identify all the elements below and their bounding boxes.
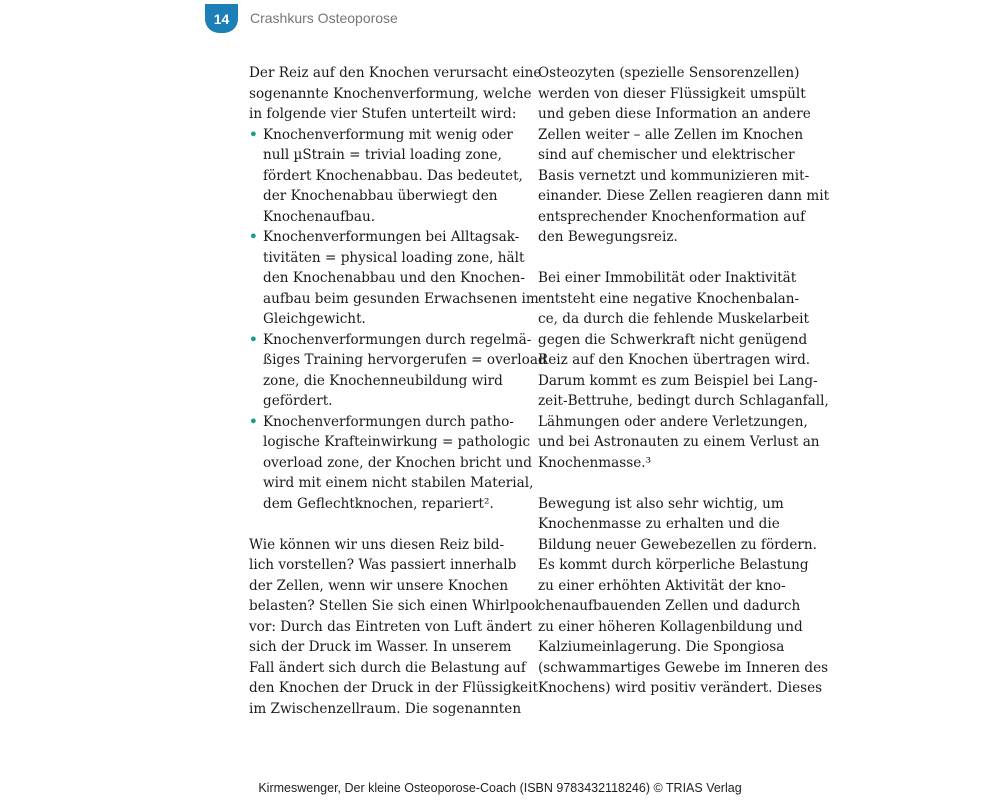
text-line: ce, da durch die fehlende Muskelarbeit	[538, 311, 809, 327]
text-line: zu einer erhöhten Aktivität der kno-	[538, 577, 786, 594]
text-line: • Knochenverformungen durch regelmä-	[249, 330, 514, 351]
text-line: wird mit einem nicht stabilen Material,	[263, 475, 534, 491]
text-line: Bei einer Immobilität oder Inaktivität	[538, 270, 797, 286]
text-line: den Bewegungsreiz.	[538, 229, 678, 245]
bullet-list	[249, 125, 547, 515]
text-line: gefördert.	[263, 393, 333, 409]
text-line: zeit-Bettruhe, bedingt durch Schlaganfall,	[538, 393, 829, 409]
text-line: Der Reiz auf den Knochen verursacht eine	[249, 65, 542, 81]
text-line: Wie können wir uns diesen Reiz bild-	[249, 536, 505, 553]
text-line: fördert Knochenabbau. Das bedeutet,	[263, 167, 523, 184]
text-line: im Zwischenzellraum. Die sogenannten	[249, 700, 522, 717]
text-line: Bildung neuer Gewebezellen zu fördern.	[538, 536, 817, 553]
text-line: tivitäten = physical loading zone, hält	[263, 249, 525, 266]
text-line: Knochenaufbau.	[263, 208, 376, 225]
text-line: • Knochenverformungen durch patho-	[249, 412, 514, 433]
text-line: logische Krafteinwirkung = pathologic	[263, 434, 531, 450]
text-line: chenaufbauenden Zellen und dadurch	[538, 598, 801, 614]
text-line: Gleichgewicht.	[263, 311, 366, 327]
text-line: der Zellen, wenn wir unsere Knochen	[249, 577, 509, 594]
text-line: Basis vernetzt und kommunizieren mit-	[538, 167, 810, 184]
text-line: den Knochenabbau und den Knochen-	[263, 270, 525, 286]
text-line: werden von dieser Flüssigkeit umspült	[538, 85, 806, 102]
text-line: Lähmungen oder andere Verletzungen,	[538, 413, 808, 430]
text-line: gegen die Schwerkraft nicht genügend	[538, 331, 808, 348]
text-line: aufbau beim gesunden Erwachsenen im	[263, 290, 539, 307]
running-header-title: Crashkurs Osteoporose	[250, 10, 398, 26]
text-line: entsprechender Knochenformation auf	[538, 208, 806, 225]
text-line: (schwammartiges Gewebe im Inneren des	[538, 659, 829, 676]
text-line: overload zone, der Knochen bricht und	[263, 454, 532, 471]
osteocytes-paragraph	[538, 63, 830, 248]
text-line: null µStrain = trivial loading zone,	[263, 147, 502, 163]
text-line: in folgende vier Stufen unterteilt wird:	[249, 106, 517, 122]
bullet-item	[249, 227, 539, 330]
text-line: Es kommt durch körperliche Belastung	[538, 557, 809, 573]
right-text-column	[538, 63, 830, 699]
text-line: Fall ändert sich durch die Belastung auf	[249, 659, 526, 676]
text-line: sind auf chemischer und elektrischer	[538, 147, 795, 163]
text-line: zone, die Knochenneubildung wird	[263, 372, 503, 389]
intro-paragraph	[249, 63, 542, 125]
text-line: • Knochenverformung mit wenig oder	[249, 125, 514, 146]
movement-paragraph	[538, 494, 829, 699]
text-line: dem Geflechtknochen, repariert².	[263, 495, 494, 512]
text-line: und bei Astronauten zu einem Verlust an	[538, 434, 820, 450]
text-line: der Knochenabbau überwiegt den	[263, 188, 498, 204]
text-line: den Knochen der Druck in der Flüssigkeit	[249, 680, 538, 696]
text-line: • Knochenverformungen bei Alltagsak-	[249, 227, 514, 248]
left-text-column	[249, 63, 547, 719]
text-line: Knochenmasse zu erhalten und die	[538, 516, 780, 532]
page-number-badge: 14	[205, 4, 238, 33]
bullet-item	[249, 412, 534, 515]
text-line: sich der Druck im Wasser. In unserem	[249, 639, 512, 655]
text-line: lich vorstellen? Was passiert innerhalb	[249, 557, 517, 573]
text-line: entsteht eine negative Knochenbalan-	[538, 290, 800, 307]
text-line: und geben diese Information an andere	[538, 106, 811, 122]
text-line: ßiges Training hervorgerufen = overload	[263, 352, 547, 368]
text-line: vor: Durch das Eintreten von Luft ändert	[249, 618, 532, 635]
bullet-item	[249, 330, 547, 412]
text-line: Kalziumeinlagerung. Die Spongiosa	[538, 639, 785, 655]
text-line: belasten? Stellen Sie sich einen Whirlpool	[249, 598, 540, 614]
text-line: Darum kommt es zum Beispiel bei Lang-	[538, 372, 818, 389]
text-line: Bewegung ist also sehr wichtig, um	[538, 495, 784, 512]
whirlpool-paragraph	[249, 535, 540, 720]
text-line: Knochens) wird positiv verändert. Dieses	[538, 680, 823, 696]
text-line: einander. Diese Zellen reagieren dann mit	[538, 188, 830, 204]
text-line: Osteozyten (spezielle Sensorenzellen)	[538, 65, 800, 81]
bullet-item	[249, 125, 523, 228]
text-line: zu einer höheren Kollagenbildung und	[538, 618, 803, 635]
text-line: Knochenmasse.³	[538, 454, 652, 471]
immobility-paragraph	[538, 268, 829, 473]
text-line: Zellen weiter – alle Zellen im Knochen	[538, 126, 804, 143]
footer-citation: Kirmeswenger, Der kleine Osteoporose-Coach (ISBN 9783432118246) © TRIAS Verlag	[258, 781, 742, 795]
text-line: Reiz auf den Knochen übertragen wird.	[538, 352, 811, 368]
text-line: sogenannte Knochenverformung, welche	[249, 85, 532, 102]
